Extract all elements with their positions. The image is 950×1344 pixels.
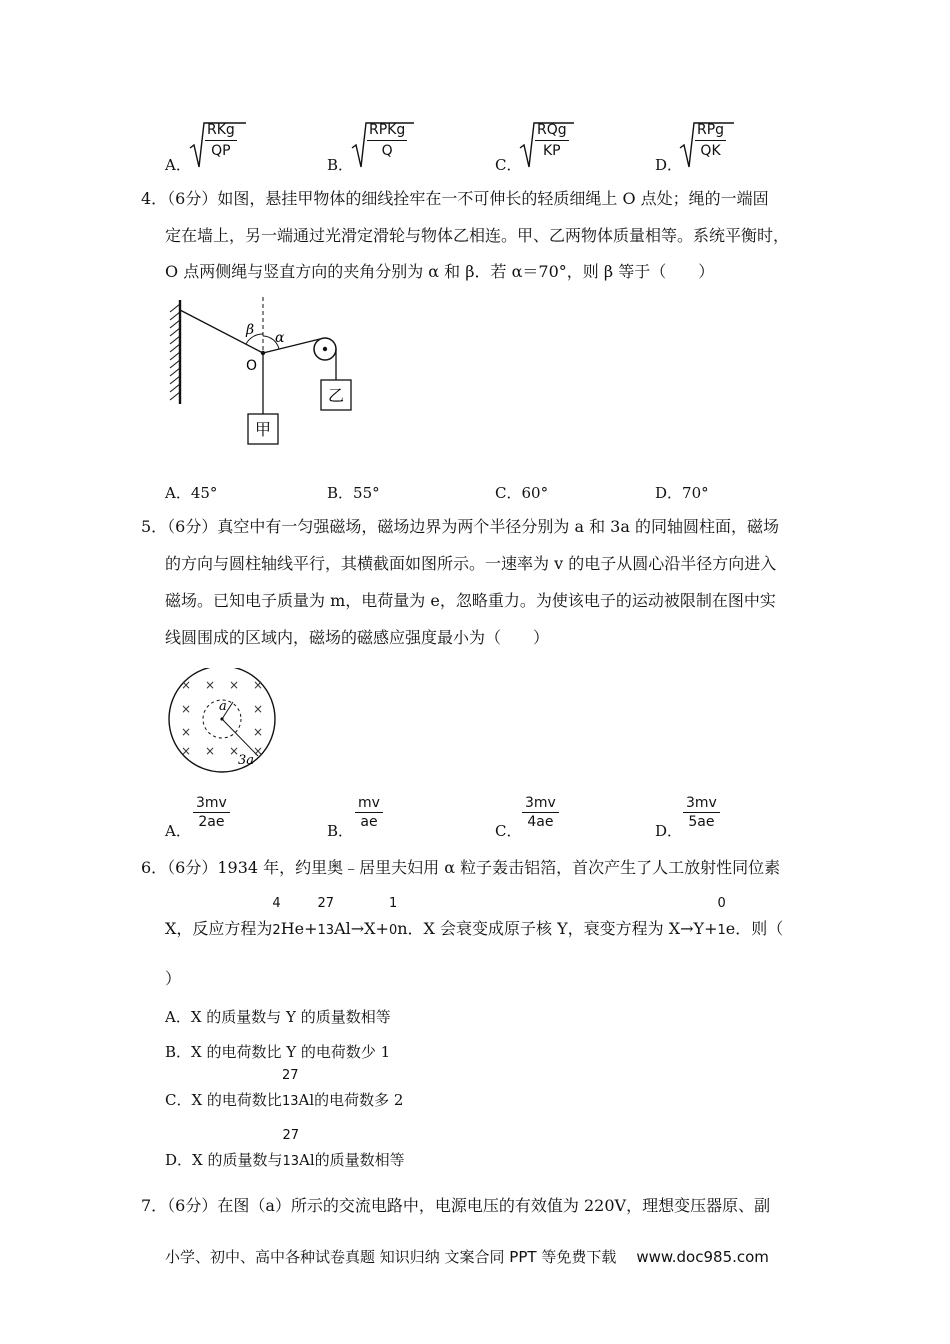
footer: [165, 1246, 769, 1267]
q5-option-d-letter: D．: [655, 822, 683, 840]
q3-b-numerator: RPKg: [367, 122, 407, 141]
q6-option-b: B．X 的电荷数比 Y 的电荷数少 1: [165, 1043, 391, 1061]
field-cross: ×: [205, 744, 216, 758]
outer-radius-label: 3a: [238, 753, 255, 768]
q4-stem-line-2: 定在墙上，另一端通过光滑定滑轮与物体乙相连。甲、乙两物体质量相等。系统平衡时，: [165, 226, 790, 245]
q6-option-c: C．X 的电荷数比 27 13Al的电荷数多 2: [165, 1068, 404, 1109]
q7-stem-line-1: 7．（6分）在图（a）所示的交流电路中，电源电压的有效值为 220V，理想变压器原、副: [141, 1196, 771, 1215]
point-o: [261, 351, 265, 355]
rope-to-pulley: [263, 339, 320, 353]
field-cross: ×: [181, 725, 192, 739]
q5-option-d-fraction: $\frac{3mv}{5ae}$: [683, 795, 720, 830]
q4-stem-line-1: 4．（6分）如图，悬挂甲物体的细线拴牢在一不可伸长的轻质细绳上 O 点处；绳的一端固: [141, 189, 769, 208]
aluminum-nuclide: 27 13: [317, 896, 335, 938]
q3-b-denominator: Q: [381, 143, 393, 159]
q3-a-numerator: RKg: [205, 122, 237, 141]
field-cross: ×: [253, 678, 264, 692]
q5-option-a-letter: A．: [165, 822, 191, 840]
inner-radius-label: a: [219, 699, 227, 714]
q4-pulley-figure: [160, 292, 360, 452]
q5-magnetic-field-figure: [164, 668, 284, 778]
q4-option-c: C．60°: [495, 484, 549, 502]
positron-nuclide: 0 1: [717, 896, 726, 938]
field-cross: ×: [181, 744, 192, 758]
field-cross: ×: [253, 725, 264, 739]
q4-option-d: D．70°: [655, 484, 709, 502]
q6-close-paren: ）: [165, 969, 182, 988]
field-cross: ×: [181, 678, 192, 692]
footer-text: 小学、初中、高中各种试卷真题 知识归纳 文案合同 PPT 等免费下载: [165, 1248, 617, 1266]
field-cross: ×: [229, 744, 240, 758]
aluminum-nuclide: 27 13: [282, 1128, 300, 1169]
q6-option-d: D．X 的质量数与 27 13Al的质量数相等: [165, 1128, 405, 1169]
q5-stem-line-3: 磁场。已知电子质量为 m，电荷量为 e，忽略重力。为使该电子的运动被限制在图中实: [165, 591, 776, 610]
beta-label: β: [246, 322, 255, 338]
alpha-label: α: [275, 330, 285, 346]
field-cross: ×: [229, 678, 240, 692]
neutron-nuclide: 1 0: [388, 896, 398, 938]
q3-d-numerator: RPg: [695, 122, 726, 141]
q5-option-c-letter: C．: [495, 822, 522, 840]
q4-option-b: B．55°: [327, 484, 380, 502]
q3-c-numerator: RQg: [535, 122, 569, 141]
q3-option-d-letter: D．: [655, 156, 683, 174]
q5-option-a-fraction: $\frac{3mv}{2ae}$: [193, 795, 230, 830]
q5-option-b-fraction: $\frac{mv}{ae}$: [355, 795, 383, 830]
pulley-axle: [323, 347, 327, 351]
yi-label: 乙: [327, 386, 345, 405]
q6-stem-line-1: 6．（6分）1934 年，约里奥﹣居里夫妇用 α 粒子轰击铝箔，首次产生了人工放射性同位素: [141, 858, 781, 877]
q3-option-c-letter: C．: [495, 156, 522, 174]
q3-a-denominator: QP: [211, 143, 231, 159]
helium-nuclide: 4 2: [272, 896, 281, 938]
q3-option-b-letter: B．: [327, 156, 354, 174]
jia-label: 甲: [254, 420, 272, 439]
q5-option-b-letter: B．: [327, 822, 354, 840]
field-cross: ×: [253, 702, 264, 716]
q6-option-a: A．X 的质量数与 Y 的质量数相等: [165, 1008, 391, 1026]
q4-stem-line-3: O 点两侧绳与竖直方向的夹角分别为 α 和 β．若 α＝70°，则 β 等于（ ）: [165, 262, 715, 281]
q3-option-a-letter: A．: [165, 156, 191, 174]
q5-stem-line-1: 5．（6分）真空中有一匀强磁场，磁场边界为两个半径分别为 a 和 3a 的同轴圆柱面，磁场: [141, 517, 779, 536]
q5-option-c-fraction: $\frac{3mv}{4ae}$: [522, 795, 559, 830]
q5-stem-line-4: 线圆围成的区域内，磁场的磁感应强度最小为（ ）: [165, 628, 550, 647]
q3-c-denominator: KP: [543, 143, 561, 159]
q3-d-denominator: QK: [700, 143, 721, 159]
field-cross: ×: [181, 702, 192, 716]
field-cross: ×: [253, 744, 264, 758]
wall-hatch: [170, 304, 180, 400]
q4-option-a: A．45°: [165, 484, 218, 502]
footer-url[interactable]: www.doc985.com: [636, 1248, 769, 1266]
aluminum-nuclide: 27 13: [281, 1068, 299, 1109]
q5-stem-line-2: 的方向与圆柱轴线平行，其横截面如图所示。一速率为 v 的电子从圆心沿半径方向进入: [165, 554, 777, 573]
field-cross: ×: [205, 678, 216, 692]
o-label: O: [246, 358, 258, 374]
q6-equation-line: X，反应方程为 4 2He+ 27 13Al→X+ 1 0n．X 会衰变成原子核 Y，衰变方程为 X→Y+ 0 1e．则（: [165, 919, 783, 941]
